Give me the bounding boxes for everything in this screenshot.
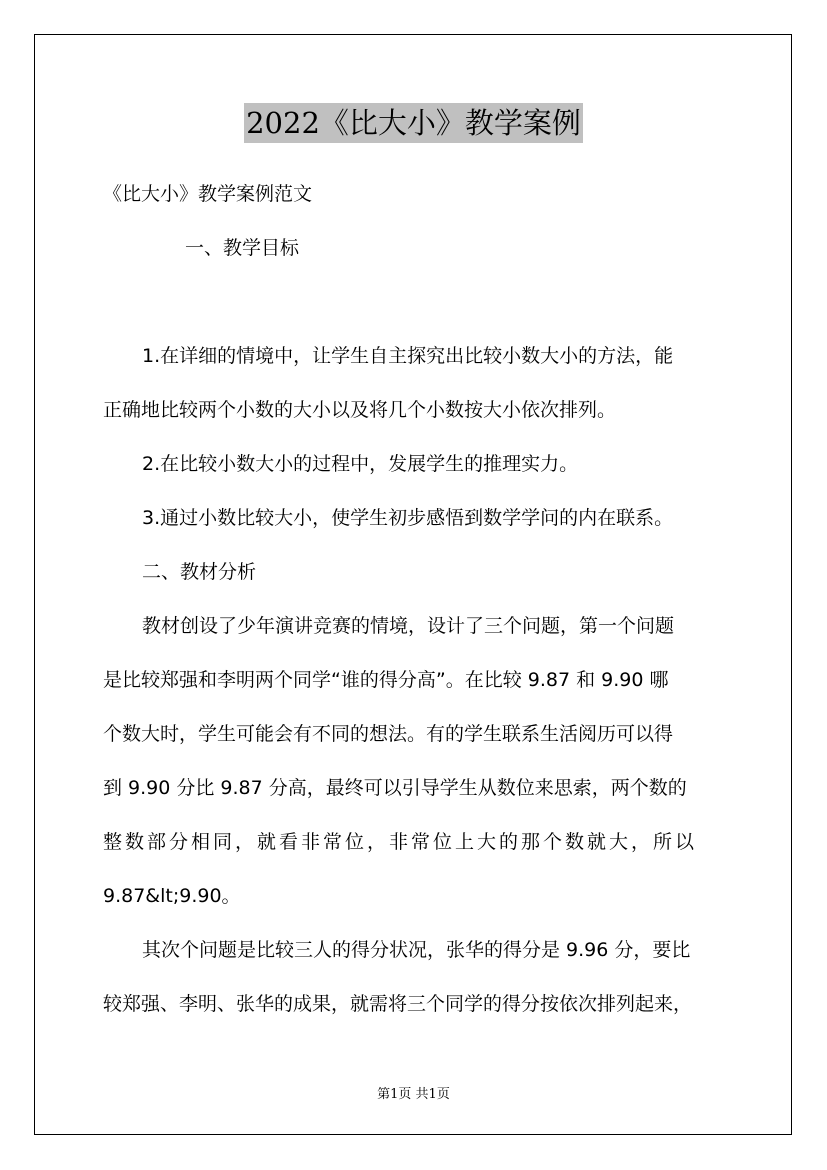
analysis-line-2: 是比较郑强和李明两个同学“谁的得分高”。在比较 9.87 和 9.90 哪	[103, 669, 669, 691]
paragraph-2-line-2: 较郑强、李明、张华的成果，就需将三个同学的得分按依次排列起来，	[103, 993, 693, 1015]
title-container	[0, 103, 827, 143]
goal-2: 2.在比较小数大小的过程中，发展学生的推理实力。	[142, 453, 579, 475]
section-heading-analysis: 二、教材分析	[142, 561, 257, 583]
analysis-line-6: 9.87&lt;9.90。	[103, 885, 241, 907]
goal-3: 3.通过小数比较大小，使学生初步感悟到数学学问的内在联系。	[142, 507, 674, 529]
document-subtitle: 《比大小》教学案例范文	[103, 183, 313, 205]
goal-1-line-1-text: 1.在详细的情境中，让学生自主探究出比较小数大小的方法，能	[142, 345, 674, 367]
section-heading-goals: 一、教学目标	[185, 237, 300, 259]
analysis-line-5: 整数部分相同，就看非常位，非常位上大的那个数就大，所以	[103, 831, 698, 853]
analysis-line-3: 个数大时，学生可能会有不同的想法。有的学生联系生活阅历可以得	[103, 723, 674, 745]
analysis-line-4: 到 9.90 分比 9.87 分高，最终可以引导学生从数位来思索，两个数的	[103, 777, 687, 799]
page-footer: 第1页 共1页	[377, 1087, 450, 1102]
analysis-line-1: 教材创设了少年演讲竞赛的情境，设计了三个问题，第一个问题	[142, 615, 675, 637]
goal-1-line-1	[142, 344, 726, 368]
paragraph-2-line-1: 其次个问题是比较三人的得分状况，张华的得分是 9.96 分，要比	[142, 939, 691, 961]
document-title: 2022《比大小》教学案例	[244, 103, 583, 143]
goal-1-line-2: 正确地比较两个小数的大小以及将几个小数按大小依次排列。	[103, 399, 617, 421]
